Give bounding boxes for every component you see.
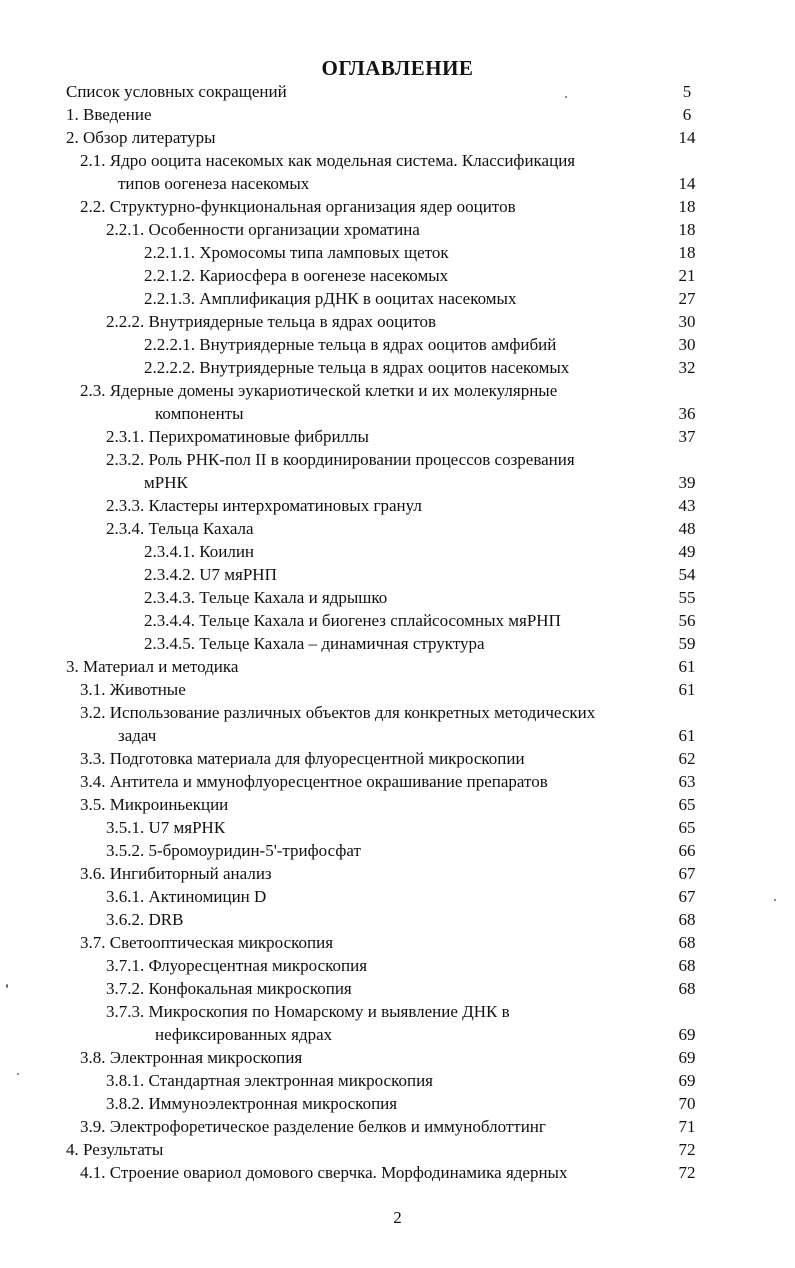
toc-page-number: 27 bbox=[678, 289, 696, 308]
toc-entry bbox=[0, 1000, 795, 1046]
toc-entry-title: 3.6.1. Актиномицин D 67 bbox=[0, 885, 795, 908]
toc-entry bbox=[0, 448, 795, 494]
toc-entry bbox=[0, 977, 795, 1000]
toc-entry bbox=[0, 1115, 795, 1138]
toc-page-number: 18 bbox=[678, 197, 696, 216]
toc-entry bbox=[0, 609, 795, 632]
toc-page-number: 55 bbox=[678, 588, 696, 607]
toc-entry bbox=[0, 379, 795, 425]
toc-page-number: 69 bbox=[678, 1071, 696, 1090]
toc-entry-title: 2.2.2. Внутриядерные тельца в ядрах ооцитов 30 bbox=[0, 310, 795, 333]
toc-entry bbox=[0, 655, 795, 678]
toc-page-number: 59 bbox=[678, 634, 696, 653]
toc-entry bbox=[0, 793, 795, 816]
toc-entry bbox=[0, 1138, 795, 1161]
toc-entry-title: 3.6. Ингибиторный анализ 67 bbox=[0, 862, 795, 885]
toc-entry-title: 3.3. Подготовка материала для флуоресцентной микроскопии 62 bbox=[0, 747, 795, 770]
toc-entry bbox=[0, 218, 795, 241]
toc-entry-title-continuation: мРНК 39 bbox=[0, 471, 795, 494]
toc-entry-title: 3.7. Светооптическая микроскопия 68 bbox=[0, 931, 795, 954]
toc-page-number: 32 bbox=[678, 358, 696, 377]
scan-speck bbox=[774, 899, 776, 901]
toc-entry-title: 3.7.2. Конфокальная микроскопия 68 bbox=[0, 977, 795, 1000]
toc-entry-title: 3.5.1. U7 мяРНК 65 bbox=[0, 816, 795, 839]
toc-entry bbox=[0, 678, 795, 701]
toc-page-number: 63 bbox=[678, 772, 696, 791]
toc-entry bbox=[0, 816, 795, 839]
toc-entry-title-continuation: компоненты 36 bbox=[0, 402, 795, 425]
toc-entry bbox=[0, 126, 795, 149]
toc-page-number: 37 bbox=[678, 427, 696, 446]
toc-entry bbox=[0, 1069, 795, 1092]
toc-page-number: 61 bbox=[678, 726, 696, 745]
toc-page-number: 69 bbox=[678, 1025, 696, 1044]
toc-entry bbox=[0, 908, 795, 931]
toc-entry bbox=[0, 264, 795, 287]
toc-entry-title: Список условных сокращений 5 bbox=[0, 80, 795, 103]
toc-page-number: 71 bbox=[678, 1117, 696, 1136]
toc-page-number: 14 bbox=[678, 128, 696, 147]
toc-entry-title: 2.2.1.2. Кариосфера в оогенезе насекомых 21 bbox=[0, 264, 795, 287]
toc-entry-title: 3.7.3. Микроскопия по Номарскому и выявление ДНК в bbox=[106, 1002, 510, 1021]
toc-entry-title: 2.2.1.1. Хромосомы типа ламповых щеток 18 bbox=[0, 241, 795, 264]
toc-entry bbox=[0, 494, 795, 517]
toc-entry-title: 3.5. Микроиньекции 65 bbox=[0, 793, 795, 816]
toc-entry-title: 2.2. Структурно-функциональная организация ядер ооцитов 18 bbox=[0, 195, 795, 218]
toc-entry-title: 2.2.1. Особенности организации хроматина 18 bbox=[0, 218, 795, 241]
toc-entry bbox=[0, 862, 795, 885]
toc-page-number: 36 bbox=[678, 404, 696, 423]
toc-entry bbox=[0, 517, 795, 540]
toc-entry-title: 2.3.4.5. Тельце Кахала – динамичная структура 59 bbox=[0, 632, 795, 655]
toc-entry-title: 3.2. Использование различных объектов для конкретных методических bbox=[80, 703, 596, 722]
toc-page-number: 30 bbox=[678, 335, 696, 354]
toc-entry-title: 3.6.2. DRB 68 bbox=[0, 908, 795, 931]
toc-entry bbox=[0, 333, 795, 356]
toc-entry-title: 3.8.1. Стандартная электронная микроскопия 69 bbox=[0, 1069, 795, 1092]
toc-page-number: 65 bbox=[678, 818, 696, 837]
toc-page-number: 67 bbox=[678, 864, 696, 883]
toc-entry-title-continuation: типов оогенеза насекомых 14 bbox=[0, 172, 795, 195]
toc-page-number: 66 bbox=[678, 841, 696, 860]
toc-page-number: 6 bbox=[682, 105, 692, 124]
toc-entry-title: 2.3.4. Тельца Кахала 48 bbox=[0, 517, 795, 540]
toc-entry bbox=[0, 747, 795, 770]
toc-entry-title: 2.3. Ядерные домены эукариотической клетки и их молекулярные bbox=[80, 381, 558, 400]
toc-entry bbox=[0, 540, 795, 563]
toc-entry bbox=[0, 310, 795, 333]
toc-entry bbox=[0, 586, 795, 609]
toc-page-number: 43 bbox=[678, 496, 696, 515]
toc-page-number: 48 bbox=[678, 519, 696, 538]
toc-entry-title: 2. Обзор литературы 14 bbox=[0, 126, 795, 149]
toc-page-number: 72 bbox=[678, 1140, 696, 1159]
toc-entry bbox=[0, 241, 795, 264]
toc-entry bbox=[0, 103, 795, 126]
toc-page-number: 67 bbox=[678, 887, 696, 906]
toc-entry bbox=[0, 287, 795, 310]
toc-entry-title: 3.8.2. Иммуноэлектронная микроскопия 70 bbox=[0, 1092, 795, 1115]
toc-page-number: 14 bbox=[678, 174, 696, 193]
toc-entry bbox=[0, 954, 795, 977]
toc-entry-title: 3.4. Антитела и ммунофлуоресцентное окрашивание препаратов 63 bbox=[0, 770, 795, 793]
toc-entry-title: 2.3.4.2. U7 мяРНП 54 bbox=[0, 563, 795, 586]
toc-entry-title: 2.3.2. Роль РНК-пол II в координировании процессов созревания bbox=[106, 450, 575, 469]
toc-entry-title: 1. Введение 6 bbox=[0, 103, 795, 126]
toc-entry bbox=[0, 770, 795, 793]
page-title: ОГЛАВЛЕНИЕ bbox=[321, 56, 474, 80]
toc-entry-title: 2.1. Ядро ооцита насекомых как модельная система. Классификация bbox=[80, 151, 576, 170]
toc-entry-title: 3.7.1. Флуоресцентная микроскопия 68 bbox=[0, 954, 795, 977]
scan-speck bbox=[565, 96, 567, 98]
toc-page-number: 68 bbox=[678, 910, 696, 929]
toc-entry-title: 3.1. Животные 61 bbox=[0, 678, 795, 701]
toc-page-number: 72 bbox=[678, 1163, 696, 1182]
toc-entry-title-continuation: задач 61 bbox=[0, 724, 795, 747]
toc-entry-title: 4. Результаты 72 bbox=[0, 1138, 795, 1161]
toc-entry bbox=[0, 632, 795, 655]
toc-entry-title: 3.8. Электронная микроскопия 69 bbox=[0, 1046, 795, 1069]
toc-entry-title: 2.2.2.1. Внутриядерные тельца в ядрах ооцитов амфибий 30 bbox=[0, 333, 795, 356]
toc-page-number: 5 bbox=[682, 82, 692, 101]
toc-entry bbox=[0, 885, 795, 908]
toc-page-number: 61 bbox=[678, 657, 696, 676]
toc-entry bbox=[0, 356, 795, 379]
toc-entry bbox=[0, 563, 795, 586]
toc-page-number: 49 bbox=[678, 542, 696, 561]
toc-entry bbox=[0, 1046, 795, 1069]
toc-page-number: 65 bbox=[678, 795, 696, 814]
toc-entry-title: 2.3.4.1. Коилин 49 bbox=[0, 540, 795, 563]
toc-entry bbox=[0, 839, 795, 862]
toc-entry bbox=[0, 149, 795, 195]
toc-entry-title: 4.1. Строение овариол домового сверчка. Морфодинамика ядерных 72 bbox=[0, 1161, 795, 1184]
toc-entry bbox=[0, 701, 795, 747]
toc-page-number: 21 bbox=[678, 266, 696, 285]
toc-entry-title: 2.2.1.3. Амплификация рДНК в ооцитах насекомых 27 bbox=[0, 287, 795, 310]
toc-entry bbox=[0, 195, 795, 218]
toc-page-number: 39 bbox=[678, 473, 696, 492]
toc-page-number: 68 bbox=[678, 979, 696, 998]
toc-entry-title: 2.3.4.3. Тельце Кахала и ядрышко 55 bbox=[0, 586, 795, 609]
toc-page-number: 61 bbox=[678, 680, 696, 699]
toc-page-number: 69 bbox=[678, 1048, 696, 1067]
toc-entry-title: 3.5.2. 5-бромоуридин-5'-трифосфат 66 bbox=[0, 839, 795, 862]
toc-entry-title: 2.2.2.2. Внутриядерные тельца в ядрах ооцитов насекомых 32 bbox=[0, 356, 795, 379]
toc-page-number: 56 bbox=[678, 611, 696, 630]
toc-page-number: 54 bbox=[678, 565, 696, 584]
toc-page-number: 18 bbox=[678, 243, 696, 262]
toc-entry-title: 3.9. Электрофоретическое разделение белков и иммуноблоттинг 71 bbox=[0, 1115, 795, 1138]
toc-page-number: 18 bbox=[678, 220, 696, 239]
toc-entry bbox=[0, 1092, 795, 1115]
toc-entry-title: 2.3.4.4. Тельце Кахала и биогенез сплайсосомных мяРНП 56 bbox=[0, 609, 795, 632]
toc-entry-title: 3. Материал и методика 61 bbox=[0, 655, 795, 678]
toc-page-number: 68 bbox=[678, 956, 696, 975]
table-of-contents bbox=[0, 80, 795, 1184]
toc-page-number: 68 bbox=[678, 933, 696, 952]
scan-speck bbox=[6, 984, 8, 988]
toc-entry bbox=[0, 1161, 795, 1184]
toc-page-number: 70 bbox=[678, 1094, 696, 1113]
toc-entry bbox=[0, 931, 795, 954]
page-number-footer: 2 bbox=[393, 1208, 402, 1227]
toc-entry bbox=[0, 80, 795, 103]
toc-page-number: 30 bbox=[678, 312, 696, 331]
toc-entry-title: 2.3.3. Кластеры интерхроматиновых гранул 43 bbox=[0, 494, 795, 517]
toc-entry-title: 2.3.1. Перихроматиновые фибриллы 37 bbox=[0, 425, 795, 448]
toc-entry-title-continuation: нефиксированных ядрах 69 bbox=[0, 1023, 795, 1046]
toc-page-number: 62 bbox=[678, 749, 696, 768]
toc-entry bbox=[0, 425, 795, 448]
scan-speck bbox=[17, 1073, 19, 1075]
